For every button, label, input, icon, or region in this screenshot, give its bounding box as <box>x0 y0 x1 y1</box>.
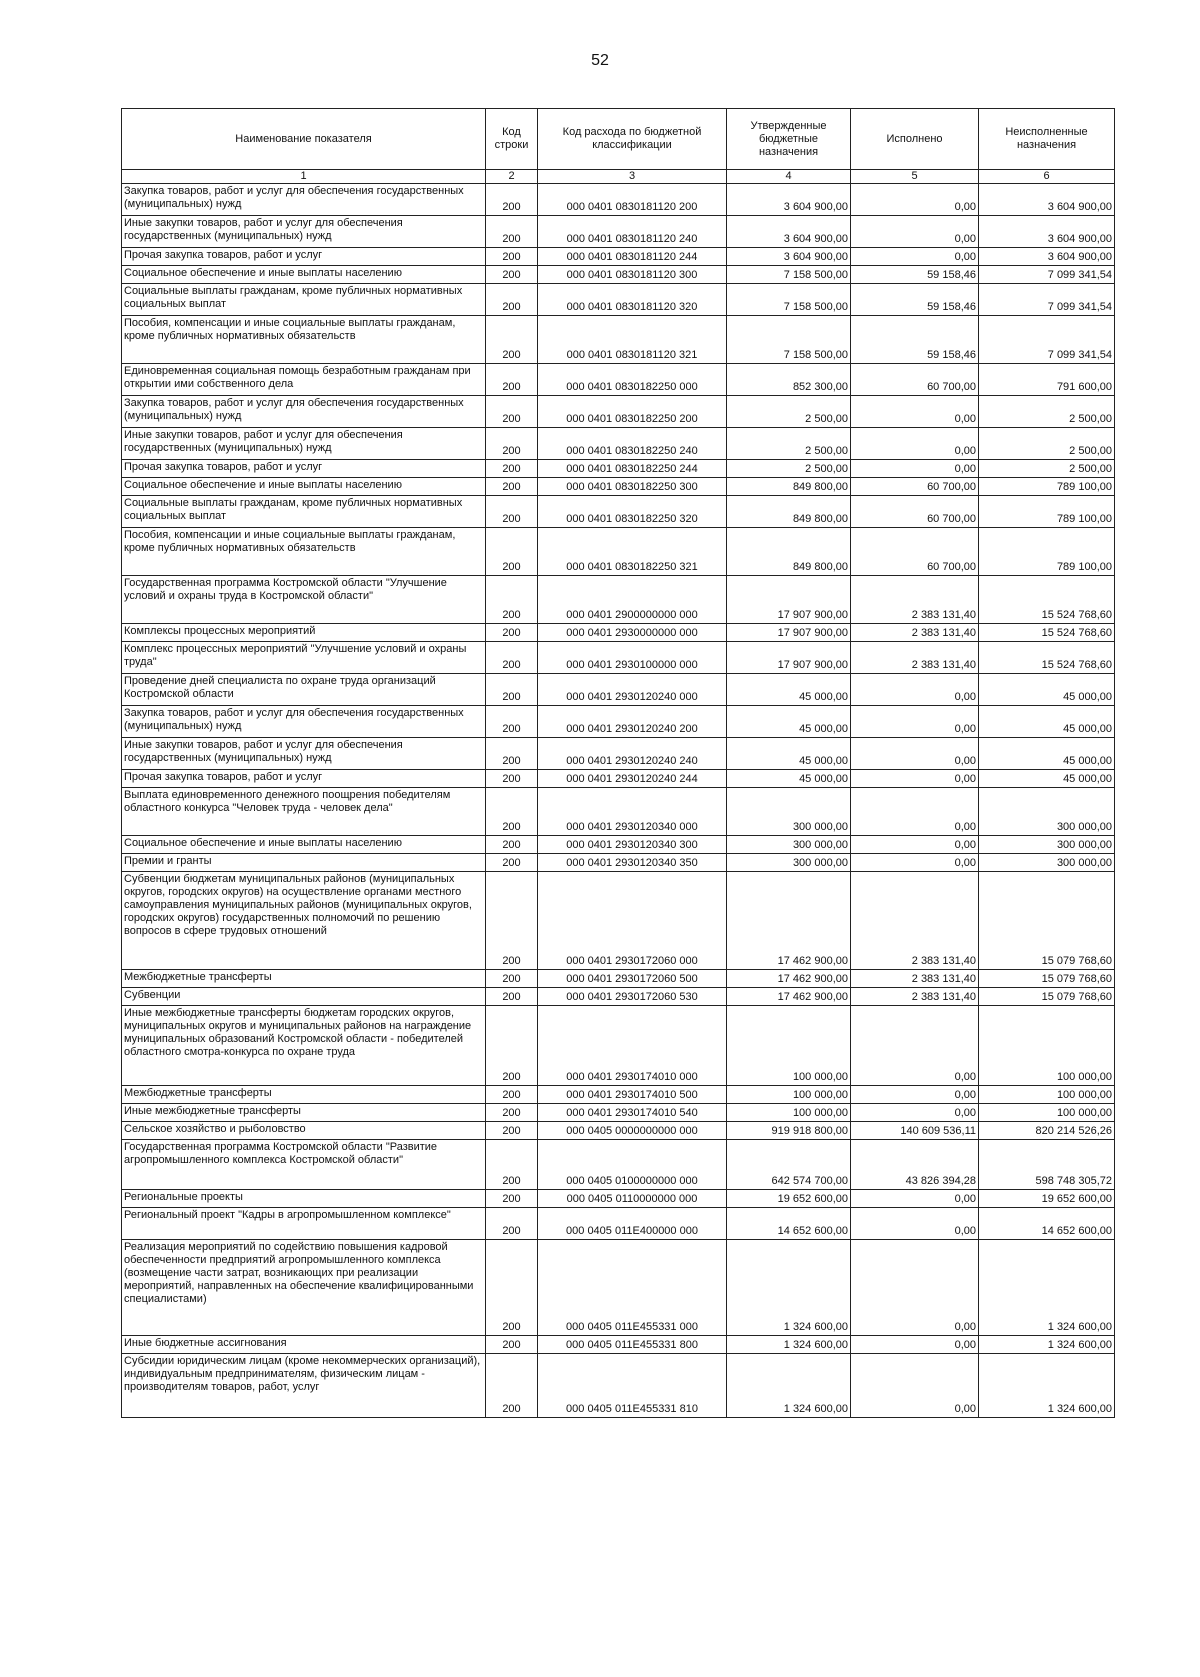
row-executed-amount: 2 383 131,40 <box>851 642 979 674</box>
row-classification-code: 000 0401 2930120240 244 <box>538 770 727 788</box>
row-classification-code: 000 0401 2930120340 300 <box>538 836 727 854</box>
column-number: 2 <box>486 170 538 184</box>
row-executed-amount: 2 383 131,40 <box>851 576 979 624</box>
row-approved-amount: 300 000,00 <box>727 854 851 872</box>
row-executed-amount: 0,00 <box>851 836 979 854</box>
row-line-code: 200 <box>486 216 538 248</box>
row-line-code: 200 <box>486 1122 538 1140</box>
table-row <box>122 770 1115 788</box>
row-classification-code: 000 0401 0830182250 200 <box>538 396 727 428</box>
row-line-code: 200 <box>486 988 538 1006</box>
row-classification-code: 000 0401 0830182250 300 <box>538 478 727 496</box>
row-unexecuted-amount: 789 100,00 <box>979 496 1115 528</box>
row-executed-amount: 0,00 <box>851 1190 979 1208</box>
row-classification-code: 000 0401 2930120240 000 <box>538 674 727 706</box>
header-approved-appropriations: Утвержденные бюджетные назначения <box>727 109 851 170</box>
row-unexecuted-amount: 45 000,00 <box>979 706 1115 738</box>
row-unexecuted-amount: 15 524 768,60 <box>979 576 1115 624</box>
row-indicator-name: Премии и гранты <box>122 854 486 872</box>
row-executed-amount: 0,00 <box>851 396 979 428</box>
column-number: 1 <box>122 170 486 184</box>
row-line-code: 200 <box>486 1190 538 1208</box>
row-approved-amount: 7 158 500,00 <box>727 316 851 364</box>
row-unexecuted-amount: 598 748 305,72 <box>979 1140 1115 1190</box>
row-indicator-name: Социальное обеспечение и иные выплаты населению <box>122 478 486 496</box>
row-approved-amount: 7 158 500,00 <box>727 266 851 284</box>
table-row <box>122 674 1115 706</box>
row-indicator-name: Субвенции бюджетам муниципальных районов (муниципальных округов, городских округов) на осуществление органами местного самоуправления муниципальных районов (муниципальных округов, городских округов) государственных полномочий по решению вопросов в сфере трудовых отношений <box>122 872 486 970</box>
table-row <box>122 854 1115 872</box>
table-row <box>122 788 1115 836</box>
row-line-code: 200 <box>486 836 538 854</box>
row-classification-code: 000 0401 2930174010 500 <box>538 1086 727 1104</box>
row-line-code: 200 <box>486 364 538 396</box>
row-unexecuted-amount: 7 099 341,54 <box>979 266 1115 284</box>
row-approved-amount: 849 800,00 <box>727 478 851 496</box>
row-executed-amount: 59 158,46 <box>851 284 979 316</box>
row-line-code: 200 <box>486 1006 538 1086</box>
row-classification-code: 000 0401 2930120340 000 <box>538 788 727 836</box>
row-classification-code: 000 0401 2930174010 540 <box>538 1104 727 1122</box>
row-indicator-name: Иные закупки товаров, работ и услуг для обеспечения государственных (муниципальных) нужд <box>122 216 486 248</box>
table-row <box>122 706 1115 738</box>
row-executed-amount: 0,00 <box>851 1086 979 1104</box>
row-executed-amount: 0,00 <box>851 216 979 248</box>
row-indicator-name: Проведение дней специалиста по охране труда организаций Костромской области <box>122 674 486 706</box>
row-executed-amount: 0,00 <box>851 706 979 738</box>
row-line-code: 200 <box>486 706 538 738</box>
row-executed-amount: 0,00 <box>851 1208 979 1240</box>
row-executed-amount: 0,00 <box>851 1006 979 1086</box>
row-approved-amount: 17 462 900,00 <box>727 872 851 970</box>
row-executed-amount: 60 700,00 <box>851 478 979 496</box>
table-row <box>122 1122 1115 1140</box>
row-approved-amount: 1 324 600,00 <box>727 1336 851 1354</box>
row-executed-amount: 2 383 131,40 <box>851 872 979 970</box>
row-approved-amount: 14 652 600,00 <box>727 1208 851 1240</box>
row-unexecuted-amount: 820 214 526,26 <box>979 1122 1115 1140</box>
row-approved-amount: 300 000,00 <box>727 788 851 836</box>
row-unexecuted-amount: 1 324 600,00 <box>979 1240 1115 1336</box>
row-indicator-name: Сельское хозяйство и рыболовство <box>122 1122 486 1140</box>
row-executed-amount: 0,00 <box>851 1104 979 1122</box>
row-classification-code: 000 0401 2930172060 530 <box>538 988 727 1006</box>
row-indicator-name: Прочая закупка товаров, работ и услуг <box>122 248 486 266</box>
row-approved-amount: 2 500,00 <box>727 460 851 478</box>
row-indicator-name: Прочая закупка товаров, работ и услуг <box>122 770 486 788</box>
row-indicator-name: Иные закупки товаров, работ и услуг для обеспечения государственных (муниципальных) нужд <box>122 738 486 770</box>
row-classification-code: 000 0405 0110000000 000 <box>538 1190 727 1208</box>
table-row <box>122 576 1115 624</box>
header-indicator-name: Наименование показателя <box>122 109 486 170</box>
row-line-code: 200 <box>486 428 538 460</box>
row-executed-amount: 0,00 <box>851 738 979 770</box>
row-line-code: 200 <box>486 1336 538 1354</box>
row-approved-amount: 1 324 600,00 <box>727 1354 851 1418</box>
header-budget-classification-code: Код расхода по бюджетной классификации <box>538 109 727 170</box>
row-approved-amount: 17 907 900,00 <box>727 642 851 674</box>
row-approved-amount: 100 000,00 <box>727 1104 851 1122</box>
row-approved-amount: 852 300,00 <box>727 364 851 396</box>
row-executed-amount: 0,00 <box>851 674 979 706</box>
row-unexecuted-amount: 15 524 768,60 <box>979 624 1115 642</box>
row-line-code: 200 <box>486 266 538 284</box>
row-classification-code: 000 0405 011Е455331 810 <box>538 1354 727 1418</box>
row-executed-amount: 60 700,00 <box>851 496 979 528</box>
row-indicator-name: Пособия, компенсации и иные социальные выплаты гражданам, кроме публичных нормативных обязательств <box>122 316 486 364</box>
row-classification-code: 000 0401 0830181120 244 <box>538 248 727 266</box>
row-unexecuted-amount: 1 324 600,00 <box>979 1336 1115 1354</box>
row-unexecuted-amount: 19 652 600,00 <box>979 1190 1115 1208</box>
row-approved-amount: 3 604 900,00 <box>727 248 851 266</box>
table-row <box>122 1140 1115 1190</box>
row-executed-amount: 0,00 <box>851 1336 979 1354</box>
row-indicator-name: Социальные выплаты гражданам, кроме публичных нормативных социальных выплат <box>122 496 486 528</box>
row-indicator-name: Иные бюджетные ассигнования <box>122 1336 486 1354</box>
row-executed-amount: 0,00 <box>851 460 979 478</box>
row-unexecuted-amount: 15 079 768,60 <box>979 988 1115 1006</box>
row-approved-amount: 17 462 900,00 <box>727 970 851 988</box>
column-number: 3 <box>538 170 727 184</box>
row-indicator-name: Региональный проект "Кадры в агропромышленном комплексе" <box>122 1208 486 1240</box>
row-classification-code: 000 0401 2930120240 200 <box>538 706 727 738</box>
column-number: 6 <box>979 170 1115 184</box>
table-row <box>122 1086 1115 1104</box>
row-indicator-name: Иные межбюджетные трансферты <box>122 1104 486 1122</box>
table-row <box>122 872 1115 970</box>
row-line-code: 200 <box>486 496 538 528</box>
row-executed-amount: 0,00 <box>851 184 979 216</box>
row-approved-amount: 3 604 900,00 <box>727 184 851 216</box>
row-line-code: 200 <box>486 872 538 970</box>
row-indicator-name: Комплексы процессных мероприятий <box>122 624 486 642</box>
table-row <box>122 396 1115 428</box>
row-unexecuted-amount: 15 079 768,60 <box>979 970 1115 988</box>
row-indicator-name: Межбюджетные трансферты <box>122 1086 486 1104</box>
row-indicator-name: Комплекс процессных мероприятий "Улучшение условий и охраны труда" <box>122 642 486 674</box>
row-classification-code: 000 0401 0830182250 240 <box>538 428 727 460</box>
row-classification-code: 000 0401 0830182250 000 <box>538 364 727 396</box>
row-approved-amount: 45 000,00 <box>727 738 851 770</box>
row-unexecuted-amount: 789 100,00 <box>979 478 1115 496</box>
row-classification-code: 000 0401 2930000000 000 <box>538 624 727 642</box>
column-number: 5 <box>851 170 979 184</box>
row-approved-amount: 45 000,00 <box>727 706 851 738</box>
row-unexecuted-amount: 100 000,00 <box>979 1086 1115 1104</box>
row-classification-code: 000 0401 0830182250 321 <box>538 528 727 576</box>
row-classification-code: 000 0401 0830182250 244 <box>538 460 727 478</box>
row-approved-amount: 300 000,00 <box>727 836 851 854</box>
row-line-code: 200 <box>486 316 538 364</box>
row-indicator-name: Региональные проекты <box>122 1190 486 1208</box>
row-unexecuted-amount: 300 000,00 <box>979 836 1115 854</box>
row-line-code: 200 <box>486 1240 538 1336</box>
row-line-code: 200 <box>486 460 538 478</box>
row-executed-amount: 140 609 536,11 <box>851 1122 979 1140</box>
row-approved-amount: 1 324 600,00 <box>727 1240 851 1336</box>
row-unexecuted-amount: 100 000,00 <box>979 1006 1115 1086</box>
row-unexecuted-amount: 791 600,00 <box>979 364 1115 396</box>
table-row <box>122 216 1115 248</box>
row-indicator-name: Закупка товаров, работ и услуг для обеспечения государственных (муниципальных) нужд <box>122 396 486 428</box>
row-classification-code: 000 0401 0830181120 240 <box>538 216 727 248</box>
row-line-code: 200 <box>486 396 538 428</box>
row-indicator-name: Межбюджетные трансферты <box>122 970 486 988</box>
row-unexecuted-amount: 3 604 900,00 <box>979 216 1115 248</box>
row-unexecuted-amount: 2 500,00 <box>979 460 1115 478</box>
row-classification-code: 000 0401 2930120240 240 <box>538 738 727 770</box>
row-classification-code: 000 0401 2930100000 000 <box>538 642 727 674</box>
budget-execution-table <box>121 108 1115 1418</box>
row-line-code: 200 <box>486 788 538 836</box>
table-row <box>122 248 1115 266</box>
row-indicator-name: Государственная программа Костромской области "Улучшение условий и охраны труда в Костромской области" <box>122 576 486 624</box>
row-unexecuted-amount: 14 652 600,00 <box>979 1208 1115 1240</box>
row-indicator-name: Социальное обеспечение и иные выплаты населению <box>122 836 486 854</box>
row-indicator-name: Субвенции <box>122 988 486 1006</box>
table-body <box>122 184 1115 1418</box>
row-approved-amount: 7 158 500,00 <box>727 284 851 316</box>
row-unexecuted-amount: 15 524 768,60 <box>979 642 1115 674</box>
row-approved-amount: 100 000,00 <box>727 1086 851 1104</box>
table-row <box>122 988 1115 1006</box>
header-row <box>122 109 1115 170</box>
row-approved-amount: 17 907 900,00 <box>727 624 851 642</box>
row-line-code: 200 <box>486 624 538 642</box>
row-executed-amount: 0,00 <box>851 770 979 788</box>
row-approved-amount: 642 574 700,00 <box>727 1140 851 1190</box>
row-line-code: 200 <box>486 1140 538 1190</box>
row-approved-amount: 849 800,00 <box>727 528 851 576</box>
row-indicator-name: Пособия, компенсации и иные социальные выплаты гражданам, кроме публичных нормативных обязательств <box>122 528 486 576</box>
row-line-code: 200 <box>486 1104 538 1122</box>
column-number: 4 <box>727 170 851 184</box>
row-approved-amount: 849 800,00 <box>727 496 851 528</box>
row-classification-code: 000 0405 0100000000 000 <box>538 1140 727 1190</box>
row-line-code: 200 <box>486 1354 538 1418</box>
table-row <box>122 1336 1115 1354</box>
row-approved-amount: 45 000,00 <box>727 674 851 706</box>
row-executed-amount: 2 383 131,40 <box>851 988 979 1006</box>
table-row <box>122 364 1115 396</box>
row-unexecuted-amount: 789 100,00 <box>979 528 1115 576</box>
row-executed-amount: 59 158,46 <box>851 266 979 284</box>
row-unexecuted-amount: 7 099 341,54 <box>979 316 1115 364</box>
row-classification-code: 000 0401 2930174010 000 <box>538 1006 727 1086</box>
row-indicator-name: Субсидии юридическим лицам (кроме некоммерческих организаций), индивидуальным предпринимателям, физическим лицам - производителям товаров, работ, услуг <box>122 1354 486 1418</box>
row-line-code: 200 <box>486 1086 538 1104</box>
row-executed-amount: 60 700,00 <box>851 528 979 576</box>
row-unexecuted-amount: 3 604 900,00 <box>979 248 1115 266</box>
row-classification-code: 000 0405 011Е455331 800 <box>538 1336 727 1354</box>
table-row <box>122 738 1115 770</box>
row-executed-amount: 0,00 <box>851 1240 979 1336</box>
row-classification-code: 000 0401 2930172060 000 <box>538 872 727 970</box>
table-row <box>122 836 1115 854</box>
row-line-code: 200 <box>486 248 538 266</box>
row-approved-amount: 919 918 800,00 <box>727 1122 851 1140</box>
row-indicator-name: Прочая закупка товаров, работ и услуг <box>122 460 486 478</box>
row-executed-amount: 2 383 131,40 <box>851 970 979 988</box>
row-executed-amount: 0,00 <box>851 788 979 836</box>
row-indicator-name: Государственная программа Костромской области "Развитие агропромышленного комплекса Костромской области" <box>122 1140 486 1190</box>
row-line-code: 200 <box>486 674 538 706</box>
row-classification-code: 000 0401 0830182250 320 <box>538 496 727 528</box>
row-classification-code: 000 0401 2930172060 500 <box>538 970 727 988</box>
row-indicator-name: Выплата единовременного денежного поощрения победителям областного конкурса "Человек труда - человек дела" <box>122 788 486 836</box>
table-row <box>122 1354 1115 1418</box>
row-classification-code: 000 0401 2930120340 350 <box>538 854 727 872</box>
table-row <box>122 1190 1115 1208</box>
table-row <box>122 266 1115 284</box>
table-row <box>122 284 1115 316</box>
row-executed-amount: 0,00 <box>851 428 979 460</box>
row-indicator-name: Иные закупки товаров, работ и услуг для обеспечения государственных (муниципальных) нужд <box>122 428 486 460</box>
row-approved-amount: 17 907 900,00 <box>727 576 851 624</box>
row-executed-amount: 60 700,00 <box>851 364 979 396</box>
row-unexecuted-amount: 2 500,00 <box>979 396 1115 428</box>
row-executed-amount: 0,00 <box>851 1354 979 1418</box>
row-line-code: 200 <box>486 528 538 576</box>
row-classification-code: 000 0401 2900000000 000 <box>538 576 727 624</box>
header-executed: Исполнено <box>851 109 979 170</box>
row-approved-amount: 19 652 600,00 <box>727 1190 851 1208</box>
row-classification-code: 000 0401 0830181120 300 <box>538 266 727 284</box>
row-unexecuted-amount: 3 604 900,00 <box>979 184 1115 216</box>
row-unexecuted-amount: 7 099 341,54 <box>979 284 1115 316</box>
table-row <box>122 642 1115 674</box>
row-indicator-name: Закупка товаров, работ и услуг для обеспечения государственных (муниципальных) нужд <box>122 706 486 738</box>
row-classification-code: 000 0401 0830181120 320 <box>538 284 727 316</box>
row-unexecuted-amount: 100 000,00 <box>979 1104 1115 1122</box>
header-line-code: Код строки <box>486 109 538 170</box>
row-unexecuted-amount: 300 000,00 <box>979 854 1115 872</box>
row-line-code: 200 <box>486 970 538 988</box>
row-line-code: 200 <box>486 184 538 216</box>
column-number-row <box>122 170 1115 184</box>
row-executed-amount: 43 826 394,28 <box>851 1140 979 1190</box>
row-executed-amount: 0,00 <box>851 854 979 872</box>
row-unexecuted-amount: 45 000,00 <box>979 674 1115 706</box>
table-row <box>122 970 1115 988</box>
row-indicator-name: Реализация мероприятий по содействию повышения кадровой обеспеченности предприятий агропромышленного комплекса (возмещение части затрат, возникающих при реализации мероприятий, направленных на обеспечение квалифицированными специалистами) <box>122 1240 486 1336</box>
row-line-code: 200 <box>486 642 538 674</box>
table-row <box>122 428 1115 460</box>
row-approved-amount: 100 000,00 <box>727 1006 851 1086</box>
row-line-code: 200 <box>486 738 538 770</box>
table-row <box>122 478 1115 496</box>
row-indicator-name: Закупка товаров, работ и услуг для обеспечения государственных (муниципальных) нужд <box>122 184 486 216</box>
row-line-code: 200 <box>486 854 538 872</box>
page-number: 52 <box>591 52 609 69</box>
row-unexecuted-amount: 2 500,00 <box>979 428 1115 460</box>
row-approved-amount: 3 604 900,00 <box>727 216 851 248</box>
row-line-code: 200 <box>486 576 538 624</box>
row-line-code: 200 <box>486 478 538 496</box>
row-indicator-name: Социальное обеспечение и иные выплаты населению <box>122 266 486 284</box>
row-line-code: 200 <box>486 284 538 316</box>
row-unexecuted-amount: 45 000,00 <box>979 738 1115 770</box>
row-classification-code: 000 0401 0830181120 200 <box>538 184 727 216</box>
row-indicator-name: Социальные выплаты гражданам, кроме публичных нормативных социальных выплат <box>122 284 486 316</box>
row-executed-amount: 59 158,46 <box>851 316 979 364</box>
row-unexecuted-amount: 1 324 600,00 <box>979 1354 1115 1418</box>
row-executed-amount: 0,00 <box>851 248 979 266</box>
header-unexecuted-appropriations: Неисполненные назначения <box>979 109 1115 170</box>
row-classification-code: 000 0405 011Е455331 000 <box>538 1240 727 1336</box>
table-header <box>122 109 1115 184</box>
row-classification-code: 000 0405 011Е400000 000 <box>538 1208 727 1240</box>
table-row <box>122 460 1115 478</box>
row-line-code: 200 <box>486 1208 538 1240</box>
row-approved-amount: 17 462 900,00 <box>727 988 851 1006</box>
table-row <box>122 1006 1115 1086</box>
row-line-code: 200 <box>486 770 538 788</box>
table-row <box>122 316 1115 364</box>
row-indicator-name: Единовременная социальная помощь безработным гражданам при открытии ими собственного дела <box>122 364 486 396</box>
table-row <box>122 496 1115 528</box>
row-unexecuted-amount: 300 000,00 <box>979 788 1115 836</box>
row-approved-amount: 2 500,00 <box>727 396 851 428</box>
table-row <box>122 624 1115 642</box>
table-row <box>122 184 1115 216</box>
table-row <box>122 1240 1115 1336</box>
row-classification-code: 000 0405 0000000000 000 <box>538 1122 727 1140</box>
row-unexecuted-amount: 15 079 768,60 <box>979 872 1115 970</box>
row-indicator-name: Иные межбюджетные трансферты бюджетам городских округов, муниципальных округов и муниципальных районов на награждение муниципальных образований Костромской области - победителей областного смотра-конкурса по охране труда <box>122 1006 486 1086</box>
row-classification-code: 000 0401 0830181120 321 <box>538 316 727 364</box>
row-executed-amount: 2 383 131,40 <box>851 624 979 642</box>
row-unexecuted-amount: 45 000,00 <box>979 770 1115 788</box>
table-row <box>122 1104 1115 1122</box>
table-row <box>122 528 1115 576</box>
table-row <box>122 1208 1115 1240</box>
row-approved-amount: 45 000,00 <box>727 770 851 788</box>
row-approved-amount: 2 500,00 <box>727 428 851 460</box>
